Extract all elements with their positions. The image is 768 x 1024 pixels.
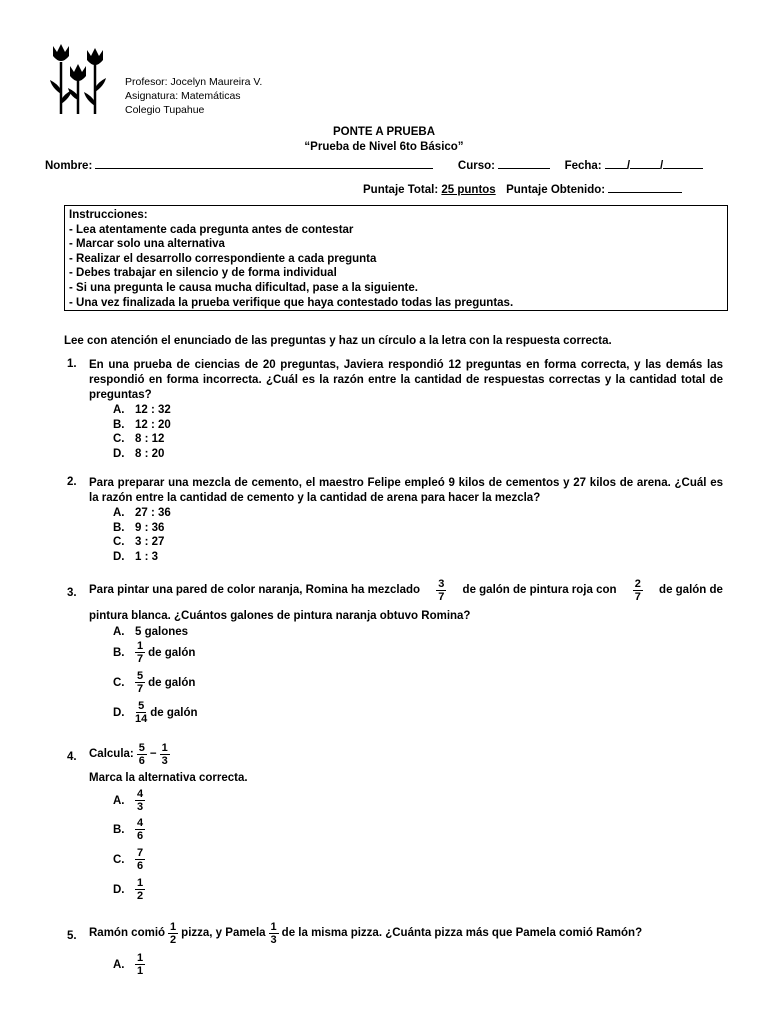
question-4-instruction: Marca la alternativa correcta.: [89, 772, 248, 784]
q1-option-b[interactable]: [113, 418, 171, 432]
numerator: 3: [438, 578, 445, 590]
date-year-field[interactable]: [663, 157, 703, 169]
q2-option-a[interactable]: [113, 506, 171, 520]
option-letter: A.: [113, 626, 125, 638]
denominator: 3: [137, 801, 144, 813]
instruction-item: - Debes trabajar en silencio y de forma individual: [69, 267, 337, 280]
question-number: 4.: [67, 751, 77, 763]
instruction-item: - Una vez finalizada la prueba verifique que haya contestado todas las preguntas.: [69, 296, 514, 309]
fraction: [160, 742, 170, 767]
total-score-value: 25 puntos: [441, 184, 496, 196]
q3-option-c[interactable]: [113, 670, 195, 695]
name-label: Nombre:: [45, 160, 93, 172]
denominator: 7: [137, 683, 144, 695]
option-suffix: de galón: [148, 646, 196, 659]
denominator: 7: [438, 591, 445, 603]
option-value: 12 : 20: [135, 419, 171, 431]
score-row: [363, 181, 682, 198]
q3-option-a[interactable]: [113, 625, 188, 639]
fraction: [135, 817, 145, 842]
instruction-item: - Si una pregunta le causa mucha dificultad, pase a la siguiente.: [69, 281, 418, 294]
option-letter: B.: [113, 823, 125, 836]
numerator: 1: [137, 952, 144, 964]
denominator: 7: [137, 653, 144, 665]
fraction: [137, 742, 147, 767]
student-info-row: [45, 157, 703, 174]
fraction: [168, 921, 178, 946]
option-letter: D.: [113, 883, 125, 896]
question-number: 3.: [67, 587, 77, 599]
fraction: [633, 578, 643, 603]
q4-option-b[interactable]: [113, 817, 148, 842]
option-letter: A.: [113, 958, 125, 971]
numerator: 5: [138, 742, 145, 754]
fraction: [269, 921, 279, 946]
teacher-name: Profesor: Jocelyn Maureira V.: [125, 76, 263, 88]
question-number: 5.: [67, 930, 77, 942]
numerator: 5: [138, 700, 145, 712]
q3-option-d[interactable]: [113, 700, 198, 725]
subject: Asignatura: Matemáticas: [125, 90, 241, 102]
option-letter: A.: [113, 507, 125, 519]
denominator: 2: [137, 890, 144, 902]
option-letter: C.: [113, 433, 125, 445]
numerator: 1: [137, 877, 144, 889]
q2-option-b[interactable]: [113, 521, 164, 535]
question-text: de la misma pizza. ¿Cuánta pizza más que Pamela comió Ramón?: [281, 927, 643, 939]
name-field[interactable]: [95, 157, 433, 169]
option-letter: B.: [113, 522, 125, 534]
lead-instruction: Lee con atención el enunciado de las preguntas y haz un círculo a la letra con la respuesta correcta.: [64, 335, 612, 347]
numerator: 1: [170, 921, 177, 933]
option-letter: A.: [113, 794, 125, 807]
option-letter: C.: [113, 676, 125, 689]
q1-option-d[interactable]: [113, 447, 164, 461]
denominator: 6: [137, 860, 144, 872]
instructions-box: [64, 205, 728, 311]
option-suffix: de galón: [150, 706, 198, 719]
q1-option-c[interactable]: [113, 432, 164, 446]
question-1-text: En una prueba de ciencias de 20 preguntas, Javiera respondió 12 preguntas en forma correcta, y las demás las respondió en forma incorrecta. ¿Cuál es la razón entre la cantidad de respuestas correctas y la cantidad total de preguntas?: [89, 359, 723, 401]
question-4-expression: [89, 742, 173, 767]
option-letter: A.: [113, 404, 125, 416]
fraction: [135, 877, 145, 902]
denominator: 7: [634, 591, 641, 603]
date-label: Fecha:: [564, 160, 602, 172]
date-separator: /: [626, 160, 631, 172]
option-letter: D.: [113, 448, 125, 460]
question-text: Para pintar una pared de color naranja, Romina ha mezclado: [89, 584, 421, 596]
option-letter: D.: [113, 706, 125, 719]
course-label: Curso:: [457, 160, 495, 172]
instruction-item: - Realizar el desarrollo correspondiente a cada pregunta: [69, 252, 377, 265]
page-title: PONTE A PRUEBA: [332, 126, 436, 138]
denominator: 3: [161, 755, 168, 767]
instructions-title: Instrucciones:: [69, 209, 148, 221]
fraction: [135, 788, 145, 813]
option-value: 27 : 36: [135, 507, 171, 519]
question-text: pizza, y Pamela: [181, 927, 266, 939]
question-text: Calcula:: [89, 748, 134, 760]
numerator: 1: [137, 640, 144, 652]
option-letter: B.: [113, 419, 125, 431]
option-letter: D.: [113, 551, 125, 563]
course-field[interactable]: [498, 157, 550, 169]
obtained-score-field[interactable]: [608, 181, 682, 193]
denominator: 1: [137, 965, 144, 977]
date-separator: /: [660, 160, 664, 172]
option-value: 9 : 36: [135, 522, 165, 534]
numerator: 4: [137, 817, 144, 829]
option-value: 8 : 20: [135, 448, 165, 460]
denominator: 6: [138, 755, 145, 767]
denominator: 2: [170, 934, 177, 946]
denominator: 14: [135, 713, 148, 725]
q2-option-c[interactable]: [113, 535, 164, 549]
fraction: [135, 640, 145, 665]
question-text: Ramón comió: [89, 927, 166, 939]
q4-option-a[interactable]: [113, 788, 148, 813]
instruction-item: - Lea atentamente cada pregunta antes de contestar: [69, 223, 354, 236]
page-subtitle: “Prueba de Nivel 6to Básico”: [304, 141, 464, 153]
option-value: 1 : 3: [135, 551, 159, 563]
instruction-item: - Marcar solo una alternativa: [69, 238, 225, 251]
option-value: 12 : 32: [135, 404, 171, 416]
tulip-logo: [48, 42, 108, 116]
numerator: 1: [161, 742, 168, 754]
date-day-field[interactable]: [605, 157, 627, 169]
question-3-line-1: [89, 578, 723, 603]
question-text: de galón de: [659, 584, 723, 596]
option-value: 5 galones: [135, 626, 189, 638]
question-number: 2.: [67, 476, 77, 488]
numerator: 1: [270, 921, 277, 933]
school-name: Colegio Tupahue: [125, 104, 205, 116]
fraction: [135, 952, 145, 977]
q2-option-d[interactable]: [113, 550, 158, 564]
option-value: 3 : 27: [135, 536, 165, 548]
denominator: 3: [270, 934, 277, 946]
numerator: 7: [137, 847, 144, 859]
fraction: [135, 847, 145, 872]
denominator: 6: [137, 830, 144, 842]
question-number: 1.: [67, 358, 77, 370]
question-text: de galón de pintura roja con: [462, 584, 617, 596]
total-score-label: Puntaje Total:: [363, 184, 439, 196]
q5-option-a[interactable]: [113, 952, 148, 977]
q1-option-a[interactable]: [113, 403, 171, 417]
question-2-text: Para preparar una mezcla de cemento, el maestro Felipe empleó 9 kilos de cementos y 27 kilos de arena. ¿Cuál es la razón entre la cantidad de cemento y la cantidad de arena para hacer la mezcla?: [89, 477, 723, 504]
fraction: [135, 700, 147, 725]
fraction: [135, 670, 145, 695]
option-suffix: de galón: [148, 676, 196, 689]
q3-option-b[interactable]: [113, 640, 195, 665]
option-letter: B.: [113, 646, 125, 659]
question-5-text: [89, 921, 642, 946]
minus-operator: −: [149, 748, 157, 760]
q4-option-d[interactable]: [113, 877, 148, 902]
question-3-line-2: pintura blanca. ¿Cuántos galones de pintura naranja obtuvo Romina?: [89, 610, 471, 622]
option-letter: C.: [113, 536, 125, 548]
option-letter: C.: [113, 853, 125, 866]
numerator: 2: [634, 578, 641, 590]
date-month-field[interactable]: [630, 157, 660, 169]
obtained-score-label: Puntaje Obtenido:: [506, 184, 606, 196]
q4-option-c[interactable]: [113, 847, 148, 872]
numerator: 5: [137, 670, 144, 682]
option-value: 8 : 12: [135, 433, 165, 445]
fraction: [436, 578, 446, 603]
numerator: 4: [137, 788, 144, 800]
